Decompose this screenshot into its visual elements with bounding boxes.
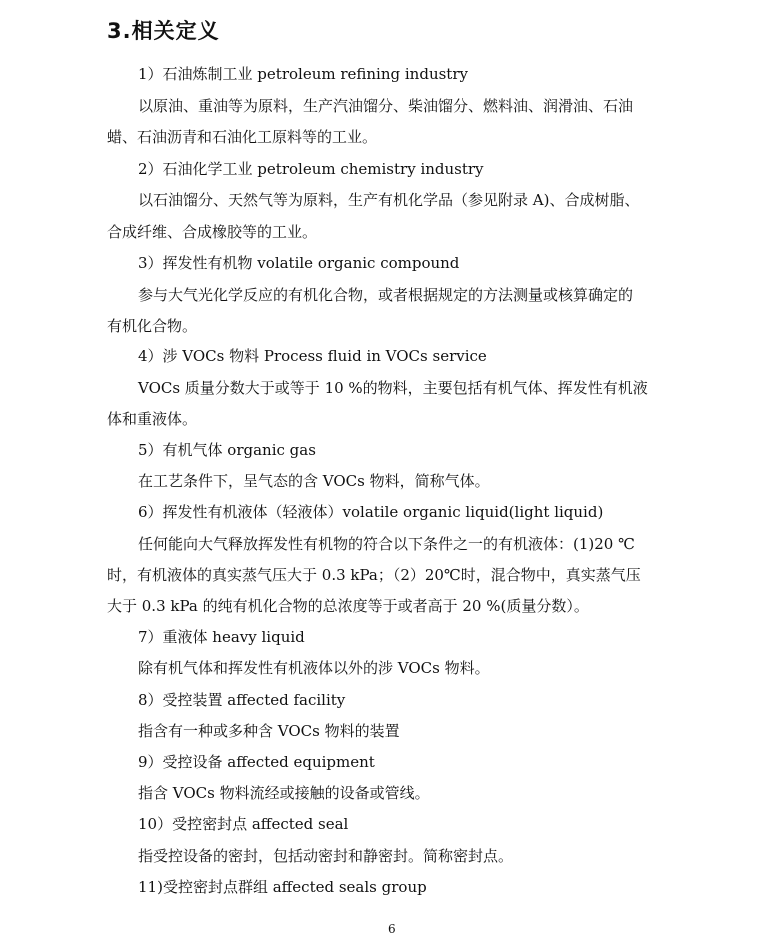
page-number: 6 [388,922,396,936]
definition-term: 2）石油化学工业 petroleum chemistry industry [138,160,484,178]
definition-text: 合成纤维、合成橡胶等的工业。 [107,223,318,241]
definition-term: 1）石油炼制工业 petroleum refining industry [138,65,468,83]
definition-text: 蜡、石油沥青和石油化工原料等的工业。 [107,128,378,146]
definition-term: 8）受控装置 affected facility [138,691,346,709]
definition-text: 体和重液体。 [107,410,198,428]
definition-term: 6）挥发性有机液体（轻液体）volatile organic liquid(light liquid) [138,503,604,521]
definition-text: 有机化合物。 [107,317,198,335]
definition-text: 参与大气光化学反应的有机化合物，或者根据规定的方法测量或核算确定的 [138,286,634,304]
definition-text: 时，有机液体的真实蒸气压大于 0.3 kPa；（2）20℃时，混合物中，真实蒸气压 [107,566,641,584]
definition-term: 3）挥发性有机物 volatile organic compound [138,254,460,272]
definition-term: 7）重液体 heavy liquid [138,628,305,646]
definition-text: 大于 0.3 kPa 的纯有机化合物的总浓度等于或者高于 20 %(质量分数）。 [107,597,589,615]
definition-text: 在工艺条件下，呈气态的含 VOCs 物料，简称气体。 [138,472,490,490]
definition-text: VOCs 质量分数大于或等于 10 %的物料，主要包括有机气体、挥发性有机液 [138,379,648,397]
definition-text: 除有机气体和挥发性有机液体以外的涉 VOCs 物料。 [138,659,490,677]
section-heading: 3.相关定义 [107,19,220,43]
definition-term: 4）涉 VOCs 物料 Process fluid in VOCs service [138,347,487,365]
definition-term: 5）有机气体 organic gas [138,441,316,459]
definition-term: 11)受控密封点群组 affected seals group [138,878,427,896]
definition-term: 10）受控密封点 affected seal [138,815,349,833]
definition-text: 指含 VOCs 物料流经或接触的设备或管线。 [138,784,430,802]
definition-text: 任何能向大气释放挥发性有机物的符合以下条件之一的有机液体：(1)20 ℃ [138,535,635,553]
definition-text: 以原油、重油等为原料，生产汽油馏分、柴油馏分、燃料油、润滑油、石油 [138,97,634,115]
definition-term: 9）受控设备 affected equipment [138,753,375,771]
definition-text: 指受控设备的密封，包括动密封和静密封。简称密封点。 [138,847,514,865]
definition-text: 指含有一种或多种含 VOCs 物料的装置 [138,722,400,740]
definition-text: 以石油馏分、天然气等为原料，生产有机化学品（参见附录 A)、合成树脂、 [138,191,640,209]
